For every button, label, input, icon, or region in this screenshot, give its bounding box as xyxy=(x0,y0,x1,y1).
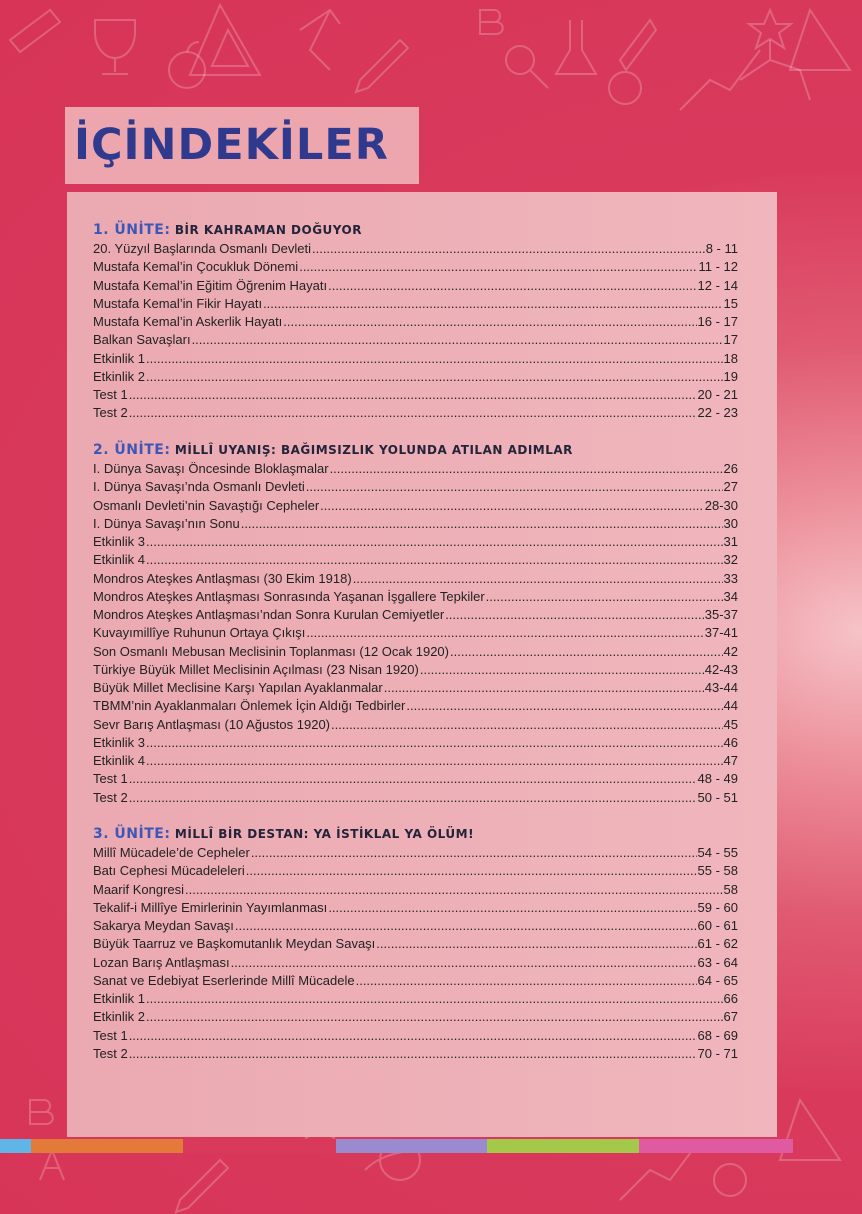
toc-entry-label: Mondros Ateşkes Antlaşması (30 Ekim 1918) xyxy=(93,570,352,586)
dot-leader xyxy=(445,606,704,624)
toc-entry-pages: 31 xyxy=(723,534,738,549)
toc-entry-label: Test 1 xyxy=(93,387,128,402)
dot-leader xyxy=(306,624,703,642)
dot-leader xyxy=(384,679,704,697)
dot-leader xyxy=(328,899,696,917)
toc-entry-pages: 17 xyxy=(723,332,738,348)
dot-leader xyxy=(376,935,696,953)
toc-entry-pages: 42 xyxy=(723,643,738,659)
unit-section xyxy=(93,440,738,807)
dot-leader xyxy=(306,478,723,496)
toc-entry-pages: 54 - 55 xyxy=(697,845,738,860)
toc-entry-pages: 18 xyxy=(723,350,738,366)
toc-entry-pages: 32 xyxy=(723,552,738,568)
toc-entry-label: Batı Cephesi Mücadeleleri xyxy=(93,863,245,879)
toc-entry[interactable] xyxy=(93,862,738,880)
toc-entry-pages: 55 - 58 xyxy=(697,863,738,879)
toc-entry-pages: 59 - 60 xyxy=(697,899,738,915)
title-banner xyxy=(65,107,419,184)
dot-leader xyxy=(129,386,697,404)
toc-entry[interactable] xyxy=(93,1027,738,1045)
chart-line-icon xyxy=(680,50,760,110)
toc-entry[interactable] xyxy=(93,588,738,606)
toc-entry-label: Türkiye Büyük Millet Meclisinin Açılması (23 Nisan 1920) xyxy=(93,661,419,677)
molecule-icon xyxy=(740,40,810,100)
toc-entry[interactable] xyxy=(93,258,738,276)
toc-entry-pages: 64 - 65 xyxy=(697,972,738,988)
dot-leader xyxy=(263,295,722,313)
toc-entry-label: Etkinlik 1 xyxy=(93,350,146,366)
toc-entry-label: Etkinlik 4 xyxy=(93,552,146,568)
toc-entry-pages: 16 - 17 xyxy=(697,314,738,329)
dot-leader xyxy=(356,972,697,990)
dot-leader xyxy=(353,570,723,588)
toc-entry-label: Mondros Ateşkes Antlaşması’ndan Sonra Kurulan Cemiyetler xyxy=(93,607,445,622)
toc-entry-pages: 34 xyxy=(723,588,738,604)
toc-entry[interactable] xyxy=(93,460,738,478)
dot-leader xyxy=(486,588,723,606)
toc-entry-label: Sevr Barış Antlaşması (10 Ağustos 1920) xyxy=(93,716,331,732)
pencil-icon xyxy=(356,40,408,92)
dot-leader xyxy=(129,770,697,788)
toc-entry-pages: 44 xyxy=(723,698,738,714)
toc-entry-label: Tekalif-i Millîye Emirlerinin Yayımlanması xyxy=(93,899,328,915)
apple-icon-3 xyxy=(714,1164,746,1196)
toc-entry[interactable] xyxy=(93,716,738,734)
dot-leader xyxy=(146,1008,723,1026)
unit-section xyxy=(93,824,738,1063)
letter-b-icon xyxy=(480,10,503,34)
toc-entry-pages: 26 xyxy=(723,461,738,476)
toc-entry-pages: 45 xyxy=(723,716,738,732)
toc-entry-label: Test 1 xyxy=(93,771,128,787)
toc-entry-label: Etkinlik 4 xyxy=(93,753,146,768)
dot-leader xyxy=(330,460,723,478)
dot-leader xyxy=(283,313,696,331)
toc-entry[interactable] xyxy=(93,497,738,515)
dot-leader xyxy=(185,881,722,899)
toc-entry[interactable] xyxy=(93,844,738,862)
dot-leader xyxy=(146,533,723,551)
dot-leader xyxy=(331,716,723,734)
toc-entry[interactable] xyxy=(93,679,738,697)
toc-entry-pages: 8 - 11 xyxy=(705,241,738,256)
toc-entry[interactable] xyxy=(93,1045,738,1063)
toc-entry[interactable] xyxy=(93,515,738,533)
pencil-icon-2 xyxy=(176,1160,228,1212)
dot-leader xyxy=(406,697,722,715)
toc-entry-pages: 35-37 xyxy=(704,607,738,622)
toc-entry-pages: 28-30 xyxy=(704,497,738,513)
dot-leader xyxy=(450,643,723,661)
toc-entry-label: Mustafa Kemal’in Fikir Hayatı xyxy=(93,295,263,311)
dot-leader xyxy=(328,277,696,295)
toc-entry-label: Mustafa Kemal’in Askerlik Hayatı xyxy=(93,314,283,329)
toc-entry[interactable] xyxy=(93,899,738,917)
dot-leader xyxy=(146,734,723,752)
toc-entry[interactable] xyxy=(93,624,738,642)
toc-entry-pages: 15 xyxy=(723,295,738,311)
dot-leader xyxy=(146,990,723,1008)
toc-entry[interactable] xyxy=(93,533,738,551)
color-bar-segment xyxy=(487,1139,639,1153)
toc-entry-pages: 11 - 12 xyxy=(698,259,738,275)
apple-icon-2 xyxy=(609,72,641,104)
toc-entry-label: Millî Mücadele’de Cepheler xyxy=(93,845,250,860)
letter-b-icon-2 xyxy=(30,1100,53,1124)
toc-entry[interactable] xyxy=(93,917,738,935)
dot-leader xyxy=(241,515,723,533)
toc-entry-pages: 70 - 71 xyxy=(697,1045,738,1061)
toc-entry-label: Büyük Taarruz ve Başkomutanlık Meydan Savaşı xyxy=(93,936,376,952)
triangle-ruler-icon xyxy=(190,5,260,75)
dot-leader xyxy=(251,844,697,862)
unit-heading xyxy=(93,440,738,460)
toc-entry-label: Etkinlik 3 xyxy=(93,534,146,549)
toc-entry-pages: 12 - 14 xyxy=(697,277,738,293)
toc-entry-pages: 30 xyxy=(723,515,738,531)
toc-entry-label: Sanat ve Edebiyat Eserlerinde Millî Mücadele xyxy=(93,972,355,988)
dot-leader xyxy=(129,789,697,807)
toc-entry[interactable] xyxy=(93,752,738,770)
toc-entry-pages: 67 xyxy=(723,1009,738,1025)
toc-entry-label: Test 2 xyxy=(93,1045,128,1061)
toc-entry[interactable] xyxy=(93,478,738,496)
toc-entry[interactable] xyxy=(93,404,738,422)
unit-section xyxy=(93,220,738,423)
color-bar-segment xyxy=(336,1139,487,1153)
toc-entry-label: Kuvayımillîye Ruhunun Ortaya Çıkışı xyxy=(93,625,306,641)
star-icon xyxy=(749,10,791,48)
toc-entry-label: Balkan Savaşları xyxy=(93,332,191,348)
toc-entry[interactable] xyxy=(93,368,738,386)
toc-entry-pages: 61 - 62 xyxy=(697,936,738,952)
toc-entry-pages: 60 - 61 xyxy=(697,918,738,933)
toc-entry[interactable] xyxy=(93,643,738,661)
toc-entry-label: Etkinlik 2 xyxy=(93,1009,146,1025)
trophy-icon xyxy=(95,20,135,74)
toc-entry[interactable] xyxy=(93,697,738,715)
toc-entry-label: Lozan Barış Antlaşması xyxy=(93,954,230,970)
color-bar-segment xyxy=(639,1139,793,1153)
table-of-contents xyxy=(67,192,777,1137)
toc-entry-pages: 66 xyxy=(723,991,738,1006)
toc-entry-pages: 68 - 69 xyxy=(697,1027,738,1043)
toc-entry[interactable] xyxy=(93,972,738,990)
unit-title: MİLLÎ BİR DESTAN: YA İSTİKLAL YA ÖLÜM! xyxy=(174,827,475,841)
toc-entry-label: Son Osmanlı Mebusan Meclisinin Toplanması (12 Ocak 1920) xyxy=(93,643,449,659)
toc-entry-pages: 22 - 23 xyxy=(697,405,738,421)
unit-number: 1. ÜNİTE: xyxy=(93,222,171,238)
dot-leader xyxy=(192,331,723,349)
toc-entry-label: Etkinlik 1 xyxy=(93,991,146,1006)
toc-entry-label: I. Dünya Savaşı Öncesinde Bloklaşmalar xyxy=(93,461,329,476)
toc-entry-label: Test 2 xyxy=(93,789,128,805)
toc-entry-label: Mustafa Kemal’in Çocukluk Dönemi xyxy=(93,259,299,275)
toc-entry[interactable] xyxy=(93,1008,738,1026)
color-bar-segment xyxy=(31,1139,183,1153)
toc-entry[interactable] xyxy=(93,295,738,313)
dot-leader xyxy=(231,954,697,972)
toc-entry[interactable] xyxy=(93,277,738,295)
toc-entry-label: Osmanlı Devleti’nin Savaştığı Cepheler xyxy=(93,497,320,513)
toc-entry[interactable] xyxy=(93,350,738,368)
toc-entry-pages: 20 - 21 xyxy=(697,387,738,402)
toc-entry-pages: 58 xyxy=(723,881,738,897)
toc-entry-label: 20. Yüzyıl Başlarında Osmanlı Devleti xyxy=(93,241,311,256)
unit-title: BİR KAHRAMAN DOĞUYOR xyxy=(174,223,362,237)
toc-entry-pages: 33 xyxy=(723,570,738,586)
dot-leader xyxy=(320,497,704,515)
toc-entry-label: Test 2 xyxy=(93,405,128,421)
toc-entry[interactable] xyxy=(93,789,738,807)
toc-entry-pages: 43-44 xyxy=(704,680,738,695)
dot-leader xyxy=(246,862,697,880)
toc-entry[interactable] xyxy=(93,661,738,679)
toc-entry-pages: 47 xyxy=(723,753,738,768)
dot-leader xyxy=(129,404,697,422)
toc-entry[interactable] xyxy=(93,606,738,624)
toc-entry[interactable] xyxy=(93,551,738,569)
dot-leader xyxy=(129,1045,697,1063)
magnifier-icon xyxy=(506,46,548,88)
toc-entry-label: Büyük Millet Meclisine Karşı Yapılan Ayaklanmalar xyxy=(93,680,383,695)
color-bar-segment xyxy=(0,1139,31,1153)
toc-entry-label: Sakarya Meydan Savaşı xyxy=(93,918,234,933)
unit-number: 3. ÜNİTE: xyxy=(93,826,171,842)
toc-entry-pages: 42-43 xyxy=(704,661,738,677)
unit-heading xyxy=(93,220,738,240)
toc-entry-label: Etkinlik 2 xyxy=(93,368,146,384)
dot-leader xyxy=(146,551,723,569)
ruler-icon xyxy=(10,10,60,52)
toc-entry-pages: 46 xyxy=(723,734,738,750)
toc-entry-label: I. Dünya Savaşı’nın Sonu xyxy=(93,515,240,531)
toc-entry[interactable] xyxy=(93,990,738,1008)
toc-entry[interactable] xyxy=(93,935,738,953)
toc-entry[interactable] xyxy=(93,313,738,331)
toc-entry-pages: 37-41 xyxy=(704,625,738,641)
toc-entry-pages: 19 xyxy=(723,368,738,384)
toc-entry[interactable] xyxy=(93,770,738,788)
toc-entry[interactable] xyxy=(93,570,738,588)
toc-entry[interactable] xyxy=(93,954,738,972)
toc-entry-label: Maarif Kongresi xyxy=(93,881,185,897)
lamp-icon xyxy=(300,10,340,70)
page-title: İÇİNDEKİLER xyxy=(74,120,389,170)
toc-entry-label: I. Dünya Savaşı’nda Osmanlı Devleti xyxy=(93,479,305,495)
triangle-ruler-icon-2 xyxy=(790,10,850,70)
dot-leader xyxy=(146,368,723,386)
color-bar-segment xyxy=(183,1139,336,1153)
toc-entry-pages: 27 xyxy=(723,479,738,495)
dot-leader xyxy=(146,350,723,368)
toc-entry-label: Test 1 xyxy=(93,1027,128,1043)
toc-entry-label: Mondros Ateşkes Antlaşması Sonrasında Yaşanan İşgallere Tepkiler xyxy=(93,588,485,604)
unit-heading xyxy=(93,824,738,844)
dot-leader xyxy=(312,240,705,258)
dot-leader xyxy=(235,917,697,935)
dot-leader xyxy=(146,752,723,770)
toc-entry-pages: 63 - 64 xyxy=(697,954,738,970)
letter-a-icon xyxy=(40,1150,64,1180)
unit-title: MİLLÎ UYANIŞ: BAĞIMSIZLIK YOLUNDA ATILAN ADIMLAR xyxy=(174,443,573,457)
toc-entry-label: Etkinlik 3 xyxy=(93,734,146,750)
dot-leader xyxy=(420,661,704,679)
toc-entry[interactable] xyxy=(93,240,738,258)
toc-entry[interactable] xyxy=(93,331,738,349)
toc-entry-label: TBMM’nin Ayaklanmaları Önlemek İçin Aldığı Tedbirler xyxy=(93,698,406,714)
apple-icon xyxy=(169,52,205,88)
toc-entry-pages: 50 - 51 xyxy=(697,789,738,805)
toc-entry-pages: 48 - 49 xyxy=(697,771,738,787)
unit-number: 2. ÜNİTE: xyxy=(93,442,171,458)
toc-entry[interactable] xyxy=(93,881,738,899)
toc-entry[interactable] xyxy=(93,734,738,752)
toc-entry[interactable] xyxy=(93,386,738,404)
dot-leader xyxy=(299,258,697,276)
dot-leader xyxy=(129,1027,697,1045)
flask-icon xyxy=(556,20,596,74)
toc-entry-label: Mustafa Kemal’in Eğitim Öğrenim Hayatı xyxy=(93,277,328,293)
rocket-icon xyxy=(620,20,656,70)
